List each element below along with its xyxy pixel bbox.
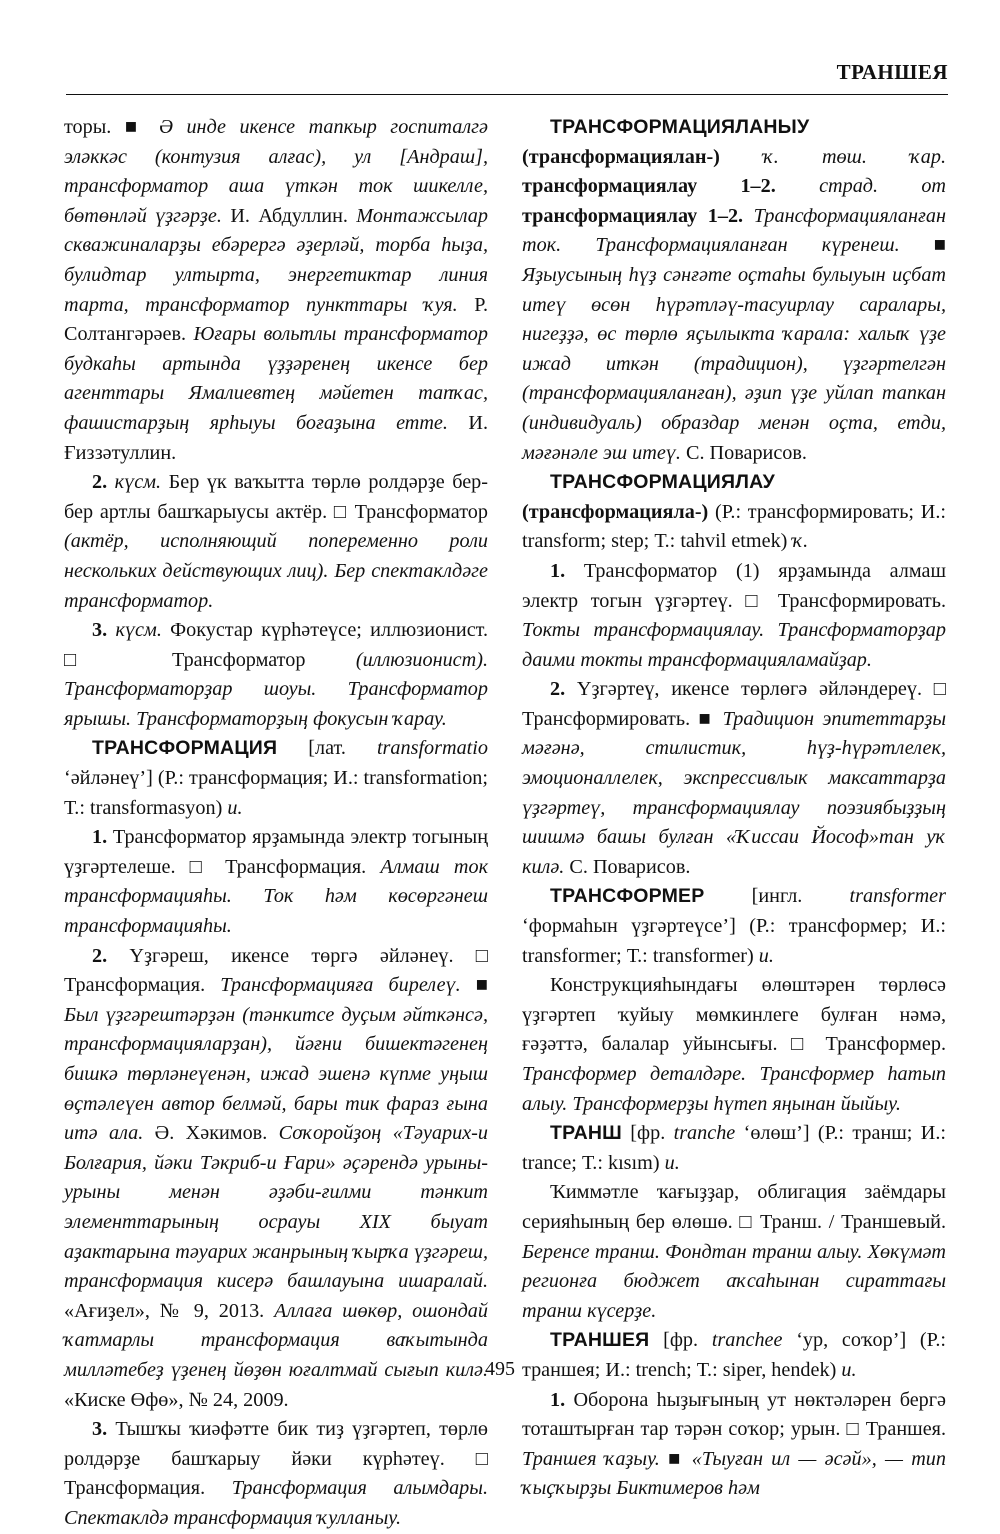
- text-run: Ә. Хәкимов.: [143, 1122, 279, 1145]
- text-run: ‘әйләнеү’] (Р.: трансформация; И.: transformation; Т.: transformasyon): [64, 767, 488, 819]
- text-run: Трансформатор (1) ярҙамында алмаш электр тогын үҙгәртеү. □ Трансформировать.: [522, 559, 946, 612]
- bold-run: 3.: [92, 619, 116, 642]
- header-rule: [66, 94, 948, 95]
- bold-run: трансформациялау 1–2.: [522, 175, 820, 198]
- italic-run: и.: [664, 1151, 680, 1174]
- italic-run: күсм.: [114, 471, 162, 494]
- italic-run: Траншея ҡаҙыу.: [522, 1447, 660, 1470]
- text-run: [фр.: [621, 1122, 674, 1145]
- bold-run: 2.: [92, 944, 130, 967]
- text-run: «Ағиҙел», № 9, 2013.: [64, 1299, 275, 1322]
- bold-run: 1.: [550, 1388, 574, 1411]
- italic-run: Традицион эпитеттарҙы мәғәнә, стилистик, һүҙ-һүрәтлелек, эмоционаллелек, экспрессивлык максаттарҙа үҙгәртеү, трансформациялау поэзиябыҙҙың шишмә башы булған «Ҡиссаи Йософ»тан уҡ килә.: [522, 707, 947, 878]
- entry-paragraph: [522, 557, 946, 675]
- bold-run: (трансформациялан-): [522, 145, 764, 168]
- text-run: Тышҡы ҡиәфәтте бик тиҙ үҙгәртеп, төрлө ролдәрҙе башҡарыу йәки күрһәтеү. □ Трансформация.: [64, 1418, 489, 1500]
- entry-paragraph: [522, 971, 946, 1119]
- left-column: [64, 113, 488, 1534]
- text-run: ‘формаһын үҙгәртеүсе’] (Р.: трансформер; И.: transformer; Т.: transformer): [522, 915, 946, 967]
- headword-entry: [522, 113, 946, 468]
- bold-run: (трансформацияла-): [522, 500, 715, 523]
- headword-entry: [522, 1119, 946, 1178]
- text-run: Ҡиммәтле ҡағыҙҙар, облигация заёмдары серияһының бер өлөшө. □ Транш. / Траншевый.: [522, 1181, 946, 1233]
- entry-paragraph: [522, 1386, 946, 1504]
- text-run: С. Поварисов.: [680, 441, 807, 464]
- text-run: Конструкцияһындағы өлөштәрен төрлөсә үҙгәртеп ҡуйыу мөмкинлеге булған нәмә, ғәҙәттә, балалар уйынсығы. □ Трансформер.: [522, 974, 946, 1056]
- entry-paragraph: [64, 823, 488, 941]
- italic-run: Трансформер деталдәре. Трансформер һатып алыу. Трансформерҙы һүтеп яңынан йыйыу.: [522, 1063, 946, 1115]
- text-run: ■: [659, 1447, 692, 1470]
- text-run: С. Поварисов.: [564, 855, 691, 878]
- italic-run: «Тыуған ил — әсәй», — тип ҡыҫҡырҙы Биктимеров һәм: [522, 1447, 946, 1500]
- text-run: «Киске Өфө», № 24, 2009.: [64, 1388, 289, 1411]
- headword: ТРАНШЕЯ: [550, 1329, 650, 1352]
- italic-run: Трансформацияға бирелеү.: [220, 974, 461, 997]
- italic-run: tranchee: [711, 1329, 783, 1352]
- italic-run: страд. от: [819, 175, 946, 198]
- bold-run: трансформациялау 1–2.: [522, 204, 754, 227]
- headword-entry: [64, 734, 488, 823]
- entry-paragraph: [64, 113, 488, 468]
- entry-paragraph: [64, 468, 488, 616]
- italic-run: Токты трансформациялау. Трансформаторҙар даими токты трансформацияламайҙар.: [522, 619, 946, 671]
- italic-run: Соҡоройҙоң «Тәуарих-и Болғария, йәки Тәкриб-и Ғари» әҫәрендә урыны-урыны менән әҙәби-ғилми тәнкит элементтарының осрауы XIX быуат аҙактарына тәуарих жанрының ҡырҡа үҙгәреш, трансформация кисерә башлауына ишаралай.: [64, 1122, 488, 1293]
- text-run: ■: [460, 974, 489, 997]
- italic-run: ҡ.: [792, 530, 809, 553]
- italic-run: и.: [841, 1358, 857, 1381]
- entry-paragraph: [522, 1178, 946, 1326]
- italic-run: күсм.: [115, 619, 162, 642]
- text-run: Үҙгәртеү, икенсе төрлөгә әйләндереү. □ Трансформировать. ■: [522, 678, 946, 730]
- entry-paragraph: [64, 616, 488, 734]
- running-head: ТРАНШЕЯ: [836, 60, 948, 84]
- text-run: ‘өлөш’] (Р.: транш; И.: trance; Т.: kısım): [522, 1122, 946, 1174]
- italic-run: Был үҙгәрештәрҙән (тәнкитсе дуҫым әйткәнсә, трансформацияларҙан), йәғни бишектәгенең бишкә төрләнеүенән, ижад эшенә күпме уңыш өҫтәлеүен автор белмәй, бары тик фараз ғына итә ала.: [64, 1003, 488, 1145]
- italic-run: Аллаға шөкөр, ошондай ҡатмарлы трансформация ваҡытында милләтебеҙ үҙенең йөҙөн юғалтмай сығып килә.: [64, 1299, 488, 1381]
- bold-run: 1.: [92, 826, 113, 849]
- text-run: Үҙгәреш, икенсе төргә әйләнеү. □ Трансформация.: [64, 944, 489, 997]
- italic-run: и.: [227, 796, 243, 819]
- text-run: Трансформатор ярҙамында электр тогының үҙгәртелеше. □ Трансформация.: [64, 826, 488, 878]
- italic-run: Яҙыусының һүҙ сәнғәте оҫтаһы булыуын иҫбат итеү өсөн һүрәтләү-тасуирлау саралары, нигеҙҙә, өс төрлө яҫылыкта ҡарала: халыҡ үҙе ижад иткән (традицион), үҙгәртелгән (трансформацияланған), әҙип үҙе уйлап тапкан (индивидуаль) образдар менән оҫта, етди, мәғәнәле эш итеү.: [522, 263, 946, 464]
- page-number: 495: [485, 1358, 515, 1380]
- italic-run: Трансформацияланған ток. Трансформацияланған күренеш.: [522, 204, 946, 257]
- headword-entry: [522, 882, 946, 971]
- italic-run: transformatio: [376, 737, 488, 760]
- headword: ТРАНСФОРМЕР: [550, 885, 705, 908]
- text-run: ■: [899, 234, 946, 257]
- text-run: Фокустар күрһәтеүсе; иллюзионист. □ Трансформатор: [64, 619, 489, 671]
- bold-run: 1.: [550, 559, 584, 582]
- text-run: Оборона һыҙығының ут нөктәләрен бергә тоташтырған тар тәрән соҡор; урын. □ Траншея.: [522, 1388, 947, 1441]
- italic-run: (актёр, исполняющий попеременно роли нескольких действующих лиц). Бер спектаклдәге трансформатор.: [64, 530, 488, 612]
- right-column: [522, 113, 946, 1504]
- text-run: торы. ■: [64, 116, 159, 138]
- bold-run: 2.: [92, 471, 115, 494]
- headword: ТРАНСФОРМАЦИЯ: [92, 737, 278, 760]
- italic-run: ҡ. төш. ҡар.: [763, 145, 946, 168]
- headword-entry: [522, 468, 946, 557]
- text-run: И. Ғиззәтуллин.: [64, 411, 488, 464]
- bold-run: 2.: [550, 678, 577, 701]
- italic-run: Трансформация алымдары. Спектаклдә трансформация ҡулланыу.: [64, 1477, 488, 1529]
- entry-paragraph: [522, 675, 946, 882]
- text-run: Бер үк ваҡытта төрлө ролдәрҙе бер-бер артлы башҡарыусы актёр. □ Трансформатор: [64, 471, 488, 523]
- text-run: И. Абдуллин.: [221, 204, 357, 227]
- text-run: Р. Солтангәрәев.: [64, 293, 488, 346]
- italic-run: Монтажсылар скважиналарҙы ебәрергә әҙерләй, торба һыҙа, булидтар ултырта, энергетиктар линия тарта, трансформатор пункттары ҡуя.: [64, 204, 488, 316]
- text-run: [ингл.: [704, 885, 850, 908]
- italic-run: tranche: [673, 1122, 736, 1145]
- bold-run: 3.: [92, 1418, 116, 1441]
- italic-run: (иллюзионист). Трансформаторҙар шоуы. Трансформатор ярышы. Трансформаторҙың фокусын ҡарау.: [64, 648, 488, 730]
- italic-run: Юғары вольтлы трансформатор будкаһы артында үҙҙәренең икенсе бер агенттары Ямалиевтең мәйетен тапҡас, фашистарҙың ярһыуы боғаҙына етте.: [64, 323, 488, 434]
- italic-run: Алмаш ток трансформацияһы. Ток һәм көсөргәнеш трансформацияһы.: [64, 855, 489, 938]
- italic-run: Беренсе транш. Фондтан транш алыу. Хөкүмәт регионға бюджет аҡсаһынан сираттағы транш күсерҙе.: [522, 1240, 946, 1322]
- headword: ТРАНШ: [550, 1122, 622, 1145]
- italic-run: transformer: [849, 885, 946, 908]
- headword: ТРАНСФОРМАЦИЯЛАУ: [550, 471, 775, 494]
- italic-run: Ә инде икенсе тапкыр госпиталгә эләккәс (контузия алғас), ул [Андраш], трансформатор аша үткән ток шикелле, бөтөнләй үҙгәрҙе.: [64, 116, 488, 227]
- text-run: [лат.: [277, 737, 377, 760]
- text-run: [фр.: [649, 1329, 712, 1352]
- entry-paragraph: [64, 942, 488, 1416]
- entry-paragraph: [64, 1415, 488, 1533]
- italic-run: и.: [758, 944, 774, 967]
- headword: ТРАНСФОРМАЦИЯЛАНЫУ: [550, 116, 810, 138]
- text-run: (Р.: трансформировать; И.: transform; step; Т.: tahvil etmek): [522, 500, 946, 553]
- text-run: ‘ур, соҡор’] (Р.: траншея; И.: trench; Т.: siper, hendek): [522, 1329, 946, 1381]
